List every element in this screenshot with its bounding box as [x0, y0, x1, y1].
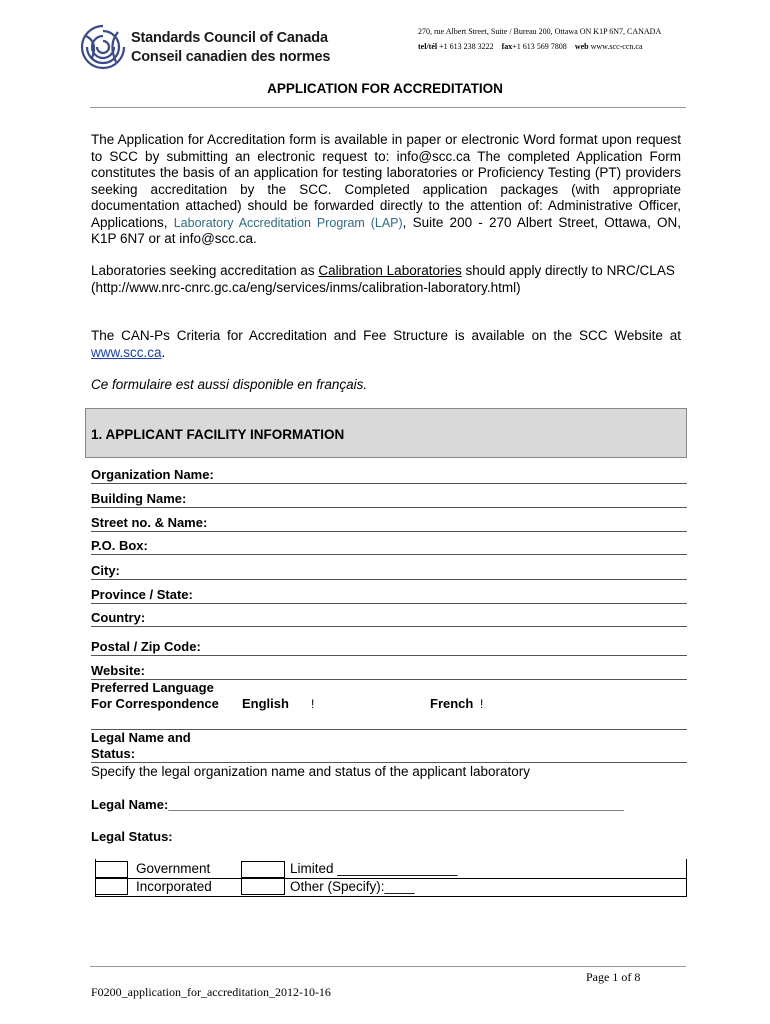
intro-paragraph-1	[91, 132, 681, 248]
scc-swirl-logo-icon	[78, 22, 128, 72]
fax-value: +1 613 569 7808	[512, 42, 567, 51]
intro-p2-text: Laboratories seeking accreditation as	[91, 263, 319, 278]
legal-name-line[interactable]	[91, 797, 624, 812]
org-address: 270, rue Albert Street, Suite / Bureau 200, Ottawa ON K1P 6N7, CANADA	[418, 27, 662, 36]
tel-value: +1 613 238 3222	[439, 42, 494, 51]
field-label: Province / State:	[91, 587, 193, 602]
city-field[interactable]	[91, 562, 687, 580]
lap-program-name: Laboratory Accreditation Program (LAP)	[173, 215, 403, 230]
postal-code-field[interactable]	[91, 638, 687, 656]
government-checkbox[interactable]	[95, 861, 128, 878]
field-label: Country:	[91, 610, 146, 625]
footer-divider	[90, 966, 686, 967]
website-field[interactable]	[91, 662, 687, 680]
field-label: P.O. Box:	[91, 538, 148, 553]
org-contact	[418, 42, 643, 51]
po-box-field[interactable]	[91, 537, 687, 555]
country-field[interactable]	[91, 609, 687, 627]
field-label: Street no. & Name:	[91, 515, 208, 530]
web-label: web	[574, 42, 589, 51]
intro-p2-tail: should apply directly to NRC/CLAS	[461, 263, 675, 278]
pref-language-label-2: For Correspondence	[91, 696, 219, 711]
organization-name-field[interactable]	[91, 466, 687, 484]
legal-name-label: Legal Name:	[91, 797, 169, 812]
province-field[interactable]	[91, 586, 687, 604]
limited-checkbox[interactable]	[241, 861, 285, 878]
intro-p3-tail: .	[161, 344, 166, 360]
legal-name-blank: _______________________________________________________________	[168, 797, 624, 812]
page-number: Page 1 of 8	[586, 970, 641, 984]
other-checkbox[interactable]	[241, 878, 285, 895]
pref-language-label: Preferred Language	[91, 680, 214, 695]
intro-paragraph-3	[91, 328, 681, 361]
intro-p1-text: The Application for Accreditation form is available in paper or electronic Word format upon request to SCC by submitting an electronic request to: info@scc.ca The completed Application Form constitutes the basis of an application for testing laboratories or Proficiency Testing (PT) providers seeking accreditation by the SCC. Completed application packages (with appropriate documentation attached) should be forwarded directly to the attention of: Administrative Officer, Applications,	[91, 132, 681, 230]
field-label: Organization Name:	[91, 467, 214, 482]
legal-status-label-2: Status:	[91, 746, 136, 761]
document-filename: F0200_application_for_accreditation_2012-10-16	[91, 985, 331, 999]
field-label: Postal / Zip Code:	[91, 639, 201, 654]
government-option: Government	[136, 861, 211, 876]
building-name-field[interactable]	[91, 490, 687, 508]
intro-p1-tail: , Suite 200 - 270 Albert Street, Ottawa, ON, K1P 6N7 or at info@scc.ca.	[91, 214, 681, 246]
other-option: Other (Specify):____	[290, 879, 415, 894]
intro-p3-text: The CAN-Ps Criteria for Accreditation and Fee Structure is available on the SCC Website at	[91, 328, 681, 343]
title-divider	[90, 107, 686, 108]
field-label: Building Name:	[91, 491, 187, 506]
french-label: French	[430, 696, 474, 711]
fax-label: fax	[501, 42, 513, 51]
nrc-url[interactable]: (http://www.nrc-cnrc.gc.ca/eng/services/inms/calibration-laboratory.html)	[91, 279, 521, 295]
french-availability-note: Ce formulaire est aussi disponible en français.	[91, 377, 368, 392]
page-title: APPLICATION FOR ACCREDITATION	[267, 81, 503, 96]
limited-option: Limited ________________	[290, 861, 458, 876]
legal-instruction: Specify the legal organization name and status of the applicant laboratory	[91, 764, 531, 779]
calibration-labs-link[interactable]: Calibration Laboratories	[318, 263, 462, 278]
org-name-en: Standards Council of Canada	[131, 30, 328, 46]
incorporated-checkbox[interactable]	[95, 878, 128, 895]
field-label: Website:	[91, 663, 145, 678]
french-checkbox[interactable]: ǃ	[480, 697, 484, 711]
field-label: City:	[91, 563, 120, 578]
legal-divider	[91, 762, 687, 763]
legal-status-label: Legal Status:	[91, 829, 173, 844]
tel-label: tel/tél	[418, 42, 438, 51]
section-title: 1. APPLICANT FACILITY INFORMATION	[91, 427, 345, 442]
english-label: English	[242, 696, 289, 711]
street-field[interactable]	[91, 514, 687, 532]
legal-name-status-label: Legal Name and	[91, 730, 191, 745]
org-name-fr: Conseil canadien des normes	[131, 49, 331, 65]
web-value: www.scc-ccn.ca	[590, 42, 643, 51]
scc-website-link[interactable]: www.scc.ca	[91, 344, 162, 360]
incorporated-option: Incorporated	[136, 879, 212, 894]
english-checkbox[interactable]: ǃ	[311, 697, 315, 711]
intro-paragraph-2	[91, 263, 681, 296]
